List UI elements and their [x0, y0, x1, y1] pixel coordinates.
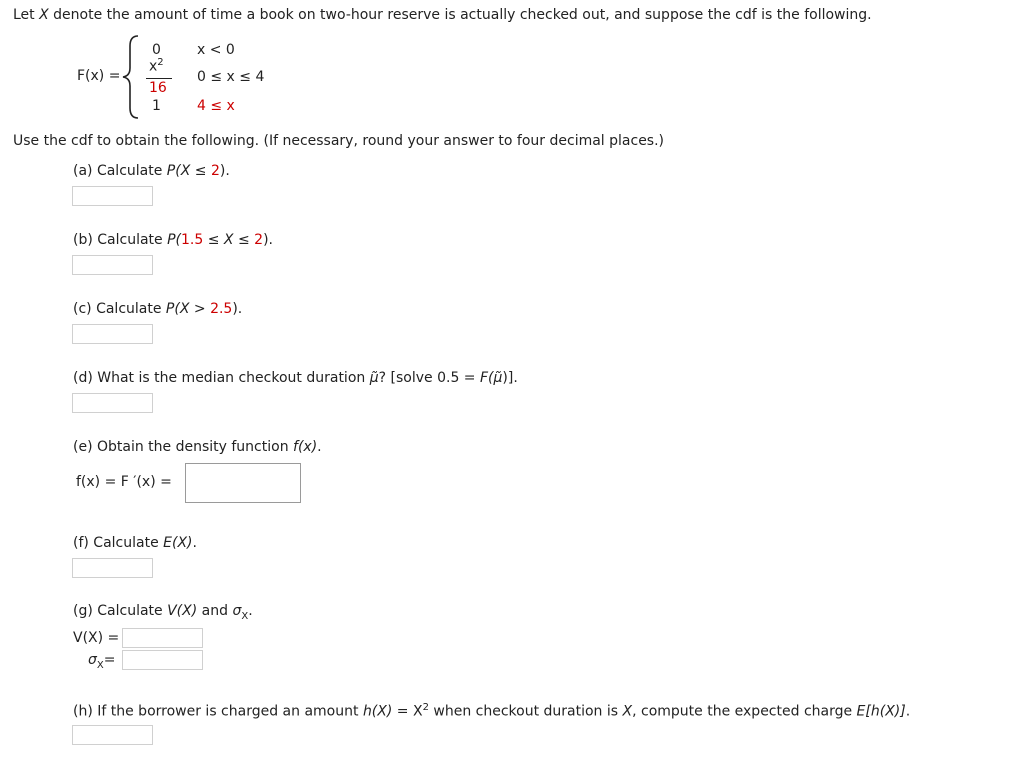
fraction-bar	[146, 78, 172, 79]
answer-d-input[interactable]	[72, 393, 153, 413]
answer-b-input[interactable]	[72, 255, 153, 275]
question-f: (f) Calculate E(X).	[73, 535, 197, 551]
question-d: (d) What is the median checkout duration μ̃? [solve 0.5 = F(μ̃)].	[73, 370, 518, 386]
intro-text: Let X denote the amount of time a book on two-hour reserve is actually checked out, and suppose the cdf is the following.	[13, 7, 872, 23]
answer-c-input[interactable]	[72, 324, 153, 344]
variance-label: V(X) =	[73, 630, 120, 646]
cdf-lhs: F(x) =	[77, 68, 121, 84]
question-c: (c) Calculate P(X > 2.5).	[73, 301, 243, 317]
answer-a-input[interactable]	[72, 186, 153, 206]
answer-e-input[interactable]	[185, 463, 301, 503]
instructions: Use the cdf to obtain the following. (If necessary, round your answer to four decimal places.)	[13, 133, 665, 149]
answer-h-input[interactable]	[72, 725, 153, 745]
cdf-row3-condition: 4 ≤ x	[197, 98, 235, 114]
question-b: (b) Calculate P(1.5 ≤ X ≤ 2).	[73, 232, 273, 248]
left-brace-icon	[120, 34, 144, 120]
answer-f-input[interactable]	[72, 558, 153, 578]
density-formula-label: f(x) = F ′(x) =	[76, 474, 172, 490]
cdf-row1-value: 0	[152, 42, 161, 58]
cdf-row2-numerator: $x^2$	[149, 57, 164, 75]
question-g: (g) Calculate V(X) and $\sigma_X$.	[73, 603, 253, 622]
cdf-row1-condition: x < 0	[197, 42, 235, 58]
question-a: (a) Calculate P(X ≤ 2).	[73, 163, 230, 179]
cdf-row2-condition: 0 ≤ x ≤ 4	[197, 69, 265, 85]
cdf-row3-value: 1	[152, 98, 161, 114]
answer-g-variance-input[interactable]	[122, 628, 203, 648]
sigma-label: $\sigma_X=$	[88, 652, 116, 671]
answer-g-sigma-input[interactable]	[122, 650, 203, 670]
cdf-row2-denominator: 16	[149, 80, 167, 96]
question-h: (h) If the borrower is charged an amount $h(X) = X^2$ when checkout duration is X, compute the expected charge E[h(X)].	[73, 702, 911, 720]
question-e: (e) Obtain the density function f(x).	[73, 439, 322, 455]
